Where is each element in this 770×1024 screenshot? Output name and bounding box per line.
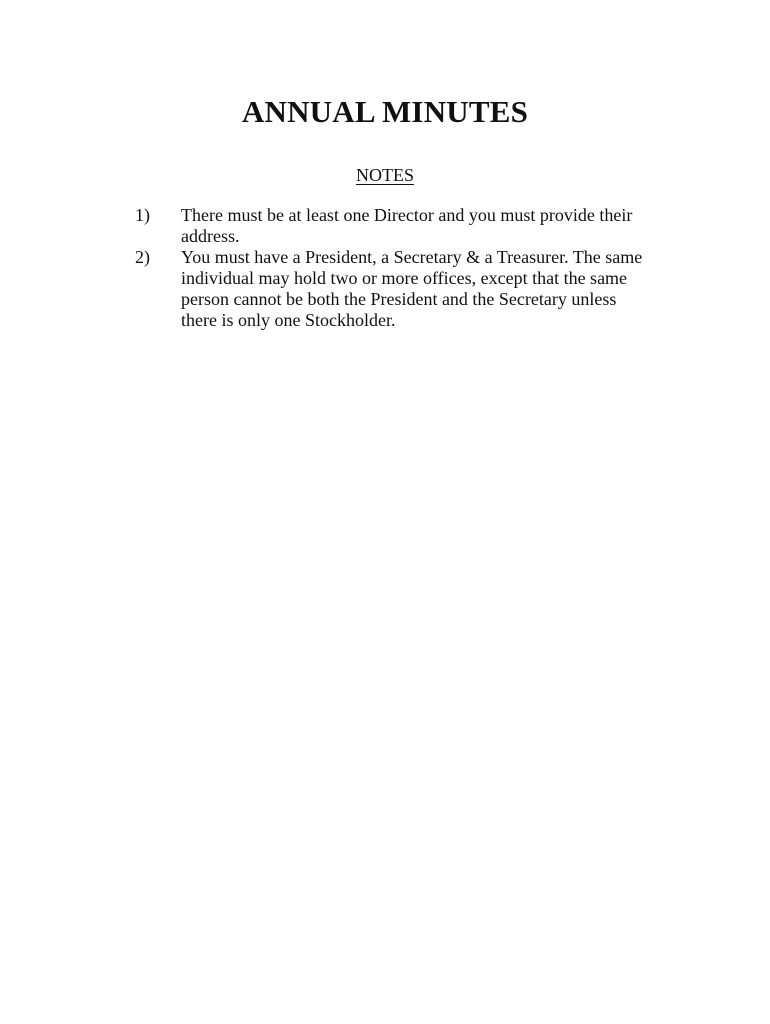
note-item [135,247,655,331]
note-number: 1) [135,205,150,225]
note-number: 2) [135,247,150,267]
note-text: You must have a President, a Secretary & a Treasurer. The same individual may hold two or more offices, except that the same person cannot be both the President and the Secretary unless there is only one Stockholder. [181,247,643,330]
note-text: There must be at least one Director and you must provide their address. [181,205,633,246]
note-item [135,205,655,247]
document-title: ANNUAL MINUTES [241,94,529,129]
notes-list [135,205,655,331]
notes-heading: NOTES [356,165,414,185]
